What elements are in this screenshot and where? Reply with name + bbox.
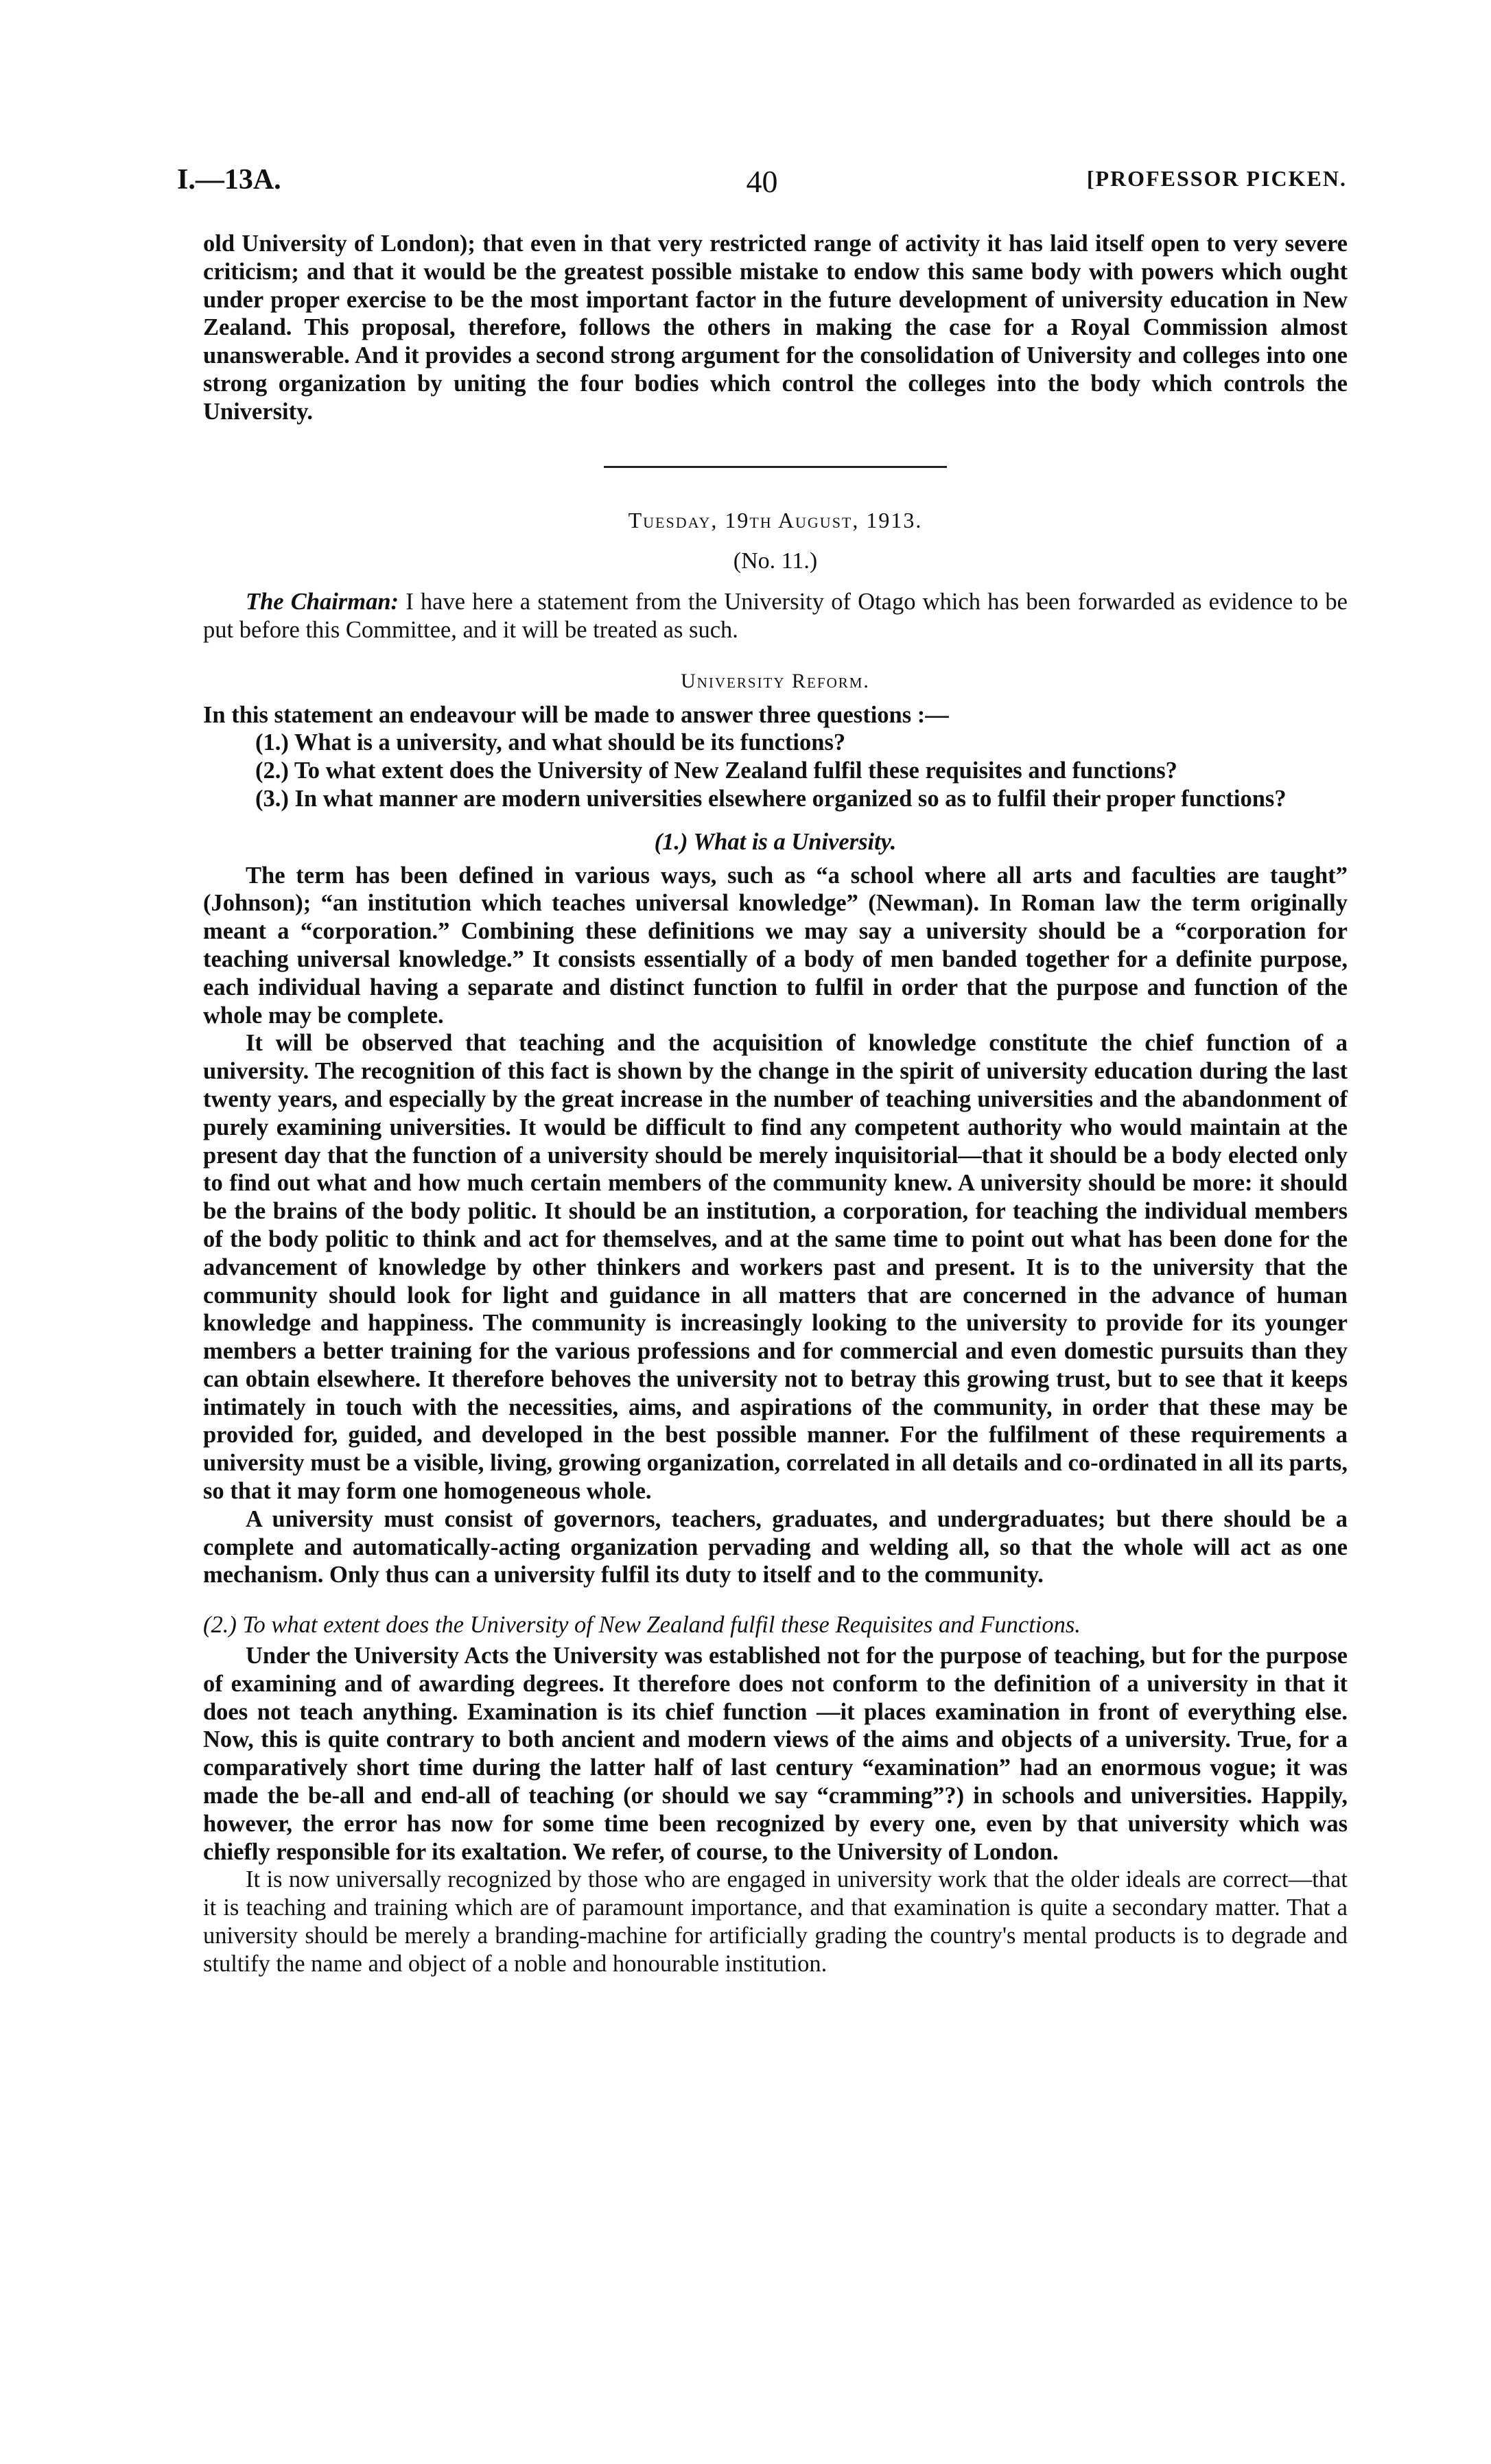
statement-heading: University Reform. [681, 669, 870, 692]
section-1-heading: (1.) What is a University. [654, 828, 897, 855]
question-item: (3.) In what manner are modern universities elsewhere organized so as to fulfil their proper functions? [255, 785, 1287, 812]
session-number: (No. 11.) [733, 548, 818, 574]
chairman-text: I have here a statement from the University of Otago which has been forwarded as evidence to be put before this Committee, and it will be treated as such. [203, 589, 1348, 643]
question-item: (1.) What is a university, and what should be its functions? [255, 729, 846, 756]
section-2-paragraph: Under the University Acts the University was established not for the purpose of teaching, but for the purpose of examining and of awarding degrees. It therefore does not conform to the definition of a university in that it does not teach anything. Examination is its chief function —it places examination in front of everything else. Now, this is quite contrary to both ancient and modern views of the aims and objects of a university. True, for a comparatively short time during the latter half of last century “examination” had an enormous vogue; it was made the be-all and end-all of teaching (or should we say “cramming”?) in schools and universities. Happily, however, the error has now for some time been recognized by every one, even by that university which was chiefly responsible for its exaltation. We refer, of course, to the University of London. [203, 1643, 1348, 1865]
section-2-paragraph: It is now universally recognized by those who are engaged in university work that the older ideals are correct—that it is teaching and training which are of paramount importance, and that examination is quite a secondary matter. That a university should be merely a branding-machine for artificially grading the country's mental products is to degrade and stultify the name and object of a noble and honourable institution. [203, 1866, 1348, 1977]
question-item: (2.) To what extent does the University of New Zealand fulfil these requisites and functions? [255, 758, 1177, 784]
section-2-heading: (2.) To what extent does the University of New Zealand fulfil these Requisites and Functions. [203, 1612, 1081, 1639]
witness-name: [PROFESSOR PICKEN. [1086, 166, 1347, 191]
page-header [177, 163, 1347, 204]
intro-paragraph: old University of London); that even in that very restricted range of activity it has laid itself open to very severe criticism; and that it would be the greatest possible mistake to endow this same body with powers which ought under proper exercise to be the most important factor in the future development of university education in New Zealand. This proposal, therefore, follows the others in making the case for a Royal Commission almost unanswerable. And it provides a second strong argument for the consolidation of University and colleges into one strong organization by uniting the four bodies which control the colleges into the body which controls the University. [203, 231, 1348, 425]
page-number: 40 [746, 164, 778, 199]
section-1-paragraph: A university must consist of governors, teachers, graduates, and undergraduates; but there should be a complete and automatically-acting organization pervading and welding all, so that the whole will act as one mechanism. Only thus can a university fulfil its duty to itself and to the community. [203, 1505, 1348, 1588]
chairman-speaker: The Chairman: [246, 589, 399, 615]
section-1-paragraph: It will be observed that teaching and the acquisition of knowledge constitute the chief function of a university. The recognition of this fact is shown by the change in the spirit of university education during the last twenty years, and especially by the great increase in the number of teaching universities and the abandonment of purely examining universities. It would be difficult to find any competent authority who would maintain at the present day that the function of a university should be merely inquisitorial—that it should be a body elected only to find out what and how much certain members of the community knew. A university should be more: it should be the brains of the body politic. It should be an institution, a corporation, for teaching the individual members of the body politic to think and act for themselves, and at the same time to point out what has been done for the advancement of knowledge by other thinkers and workers past and present. It is to the university that the community should look for light and guidance in all matters that are concerned in the advance of human knowledge and happiness. The community is increasingly looking to the university to provide for its younger members a better training for the various professions and for commercial and even domestic pursuits than they can obtain elsewhere. It therefore behoves the university not to betray this growing trust, but to see that it keeps intimately in touch with the necessities, aims, and aspirations of the community, in order that these may be provided for, guided, and developed in the best possible manner. For the fulfilment of these requirements a university must be a visible, living, growing organization, correlated in all details and co-ordinated in all its parts, so that it may form one homogeneous whole. [203, 1030, 1348, 1505]
section-1-paragraph: The term has been defined in various ways, such as “a school where all arts and faculties are taught” (Johnson); “an institution which teaches universal knowledge” (Newman). In Roman law the term originally meant a “corporation.” Combining these definitions we may say a university should be a “corporation for teaching universal knowledge.” It consists essentially of a body of men banded together for a definite purpose, each individual having a separate and distinct function to fulfil in order that the purpose and function of the whole may be complete. [203, 862, 1348, 1029]
section-divider [604, 466, 947, 468]
statement-intro: In this statement an endeavour will be made to answer three questions :— [203, 701, 949, 728]
paper-reference: I.—13A. [177, 164, 281, 196]
page-body [203, 230, 1348, 1978]
question-list [255, 729, 1348, 812]
chairman-statement [203, 588, 1348, 644]
session-date: Tuesday, 19th August, 1913. [628, 507, 923, 532]
